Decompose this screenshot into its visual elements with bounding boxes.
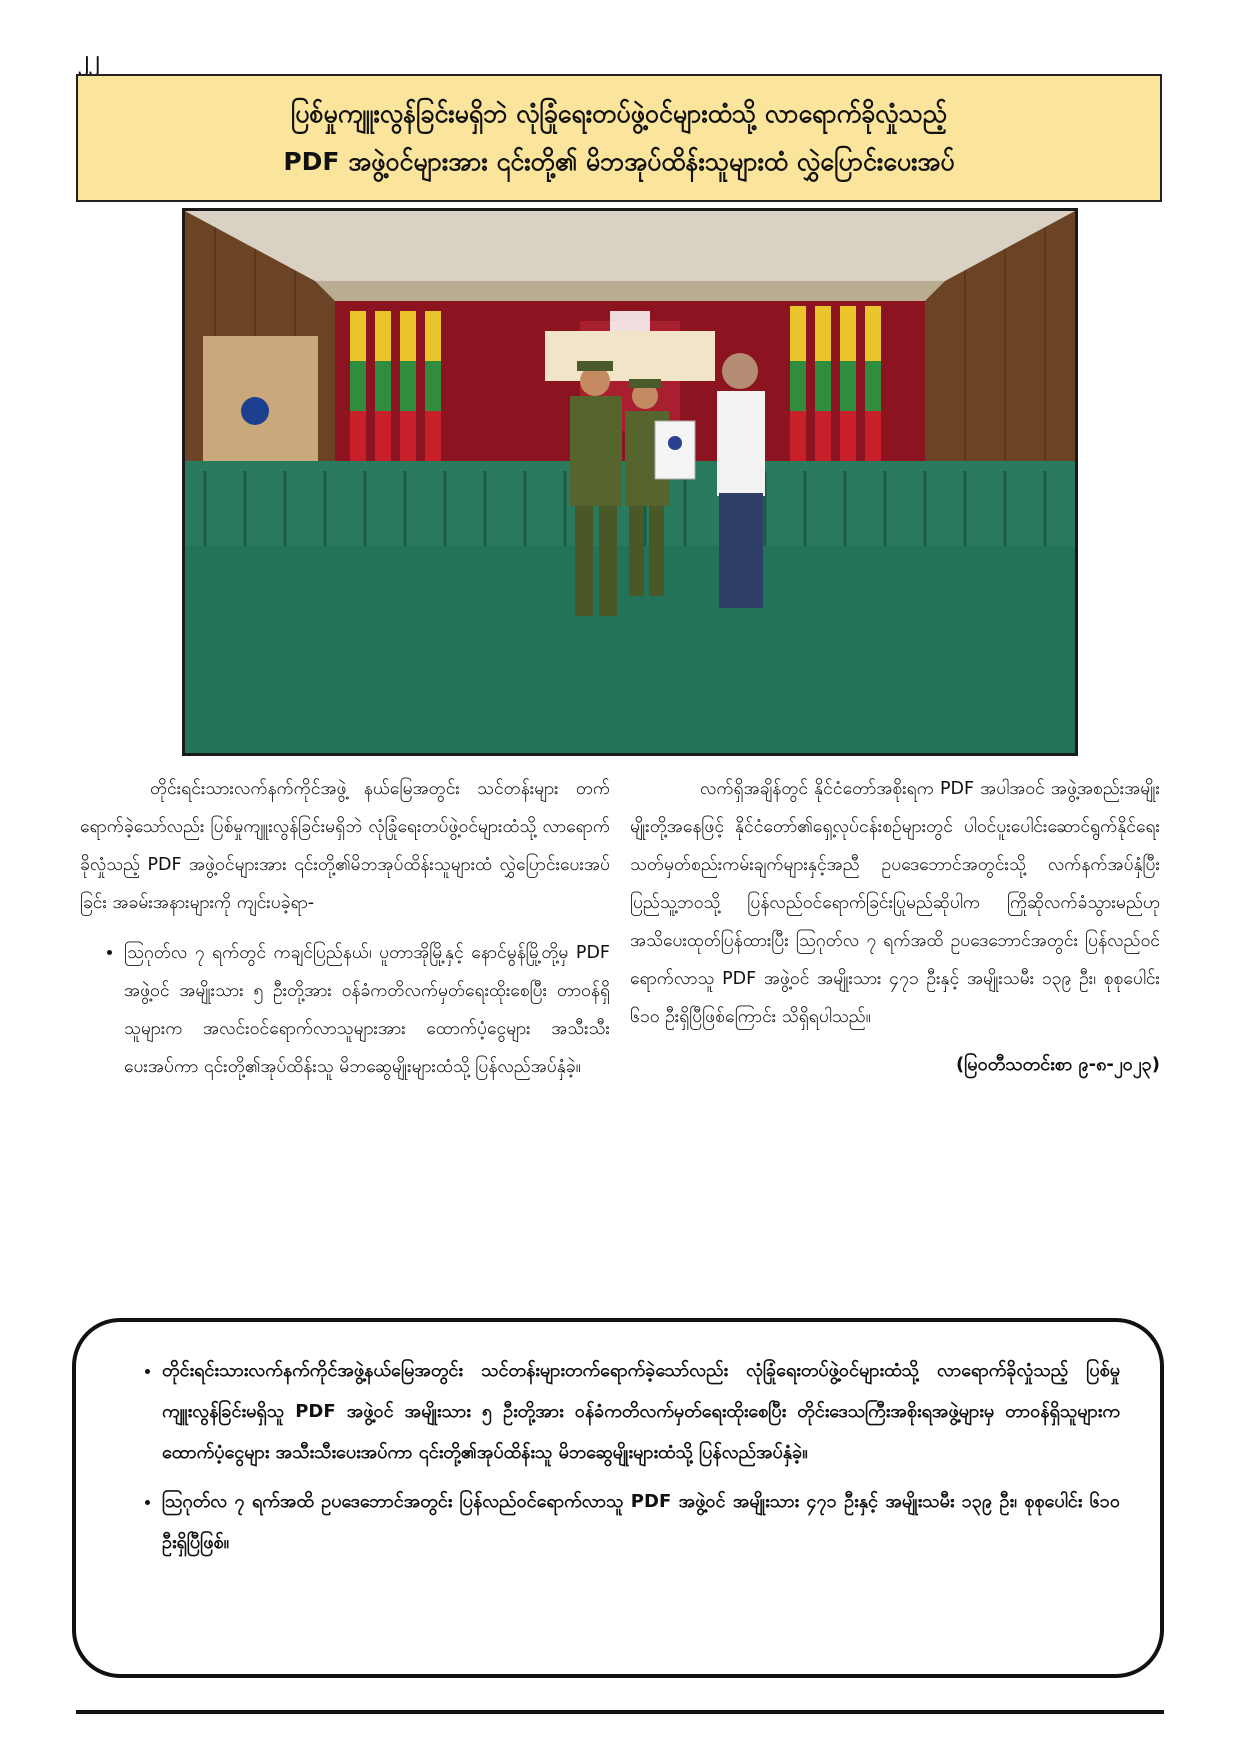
title-line-2: PDF အဖွဲ့ဝင်များအား ၎င်းတို့၏ မိဘအုပ်ထိန်းသူများထံ လွှဲပြောင်းပေးအပ် [283, 147, 955, 176]
article-source: (မြဝတီသတင်းစာ ၉-၈-၂၀၂၃) [956, 1054, 1160, 1075]
article-title-box [76, 74, 1162, 202]
civilian-figure [717, 353, 765, 608]
summary-box [72, 1318, 1164, 1678]
article-right-paragraph: လက်ရှိအချိန်တွင် နိုင်ငံတော်အစိုးရက PDF အပါအဝင် အဖွဲ့အစည်းအမျိုးမျိုးတို့အနေဖြင့် နိုင်ငံတော်၏ရှေ့လုပ်ငန်းစဉ်များတွင် ပါဝင်ပူးပေါင်းဆောင်ရွက်နိုင်ရေး သတ်မှတ်စည်းကမ်းချက်များနှင့်အညီ ဥပဒေဘောင်အတွင်းသို့ လက်နက်အပ်နှံပြီး ပြည်သူ့ဘဝသို့ ပြန်လည်ဝင်ရောက်ခြင်းပြုမည်ဆိုပါက ကြိုဆိုလက်ခံသွားမည်ဟု အသိပေးထုတ်ပြန်ထားပြီး ဩဂုတ်လ ၇ ရက်အထိ ဥပဒေဘောင်အတွင်း ပြန်လည်ဝင်ရောက်လာသူ PDF အဖွဲ့ဝင် အမျိုးသား ၄၇၁ ဦးနှင့် အမျိုးသမီး ၁၃၉ ဦး၊ စုစုပေါင်း ၆၁၀ ဦးရှိပြီဖြစ်ကြောင်း သိရှိရပါသည်။ [630, 779, 1160, 1027]
ceremony-photo-icon [185, 211, 1075, 753]
article-left-paragraph: တိုင်းရင်းသားလက်နက်ကိုင်အဖွဲ့ နယ်မြေအတွင်း သင်တန်းများ တက်ရောက်ခဲ့သော်လည်း ပြစ်မှုကျူးလွန်ခြင်းမရှိဘဲ လုံခြုံရေးတပ်ဖွဲ့ဝင်များထံသို့ လာရောက်ခိုလှုံသည့် PDF အဖွဲ့ဝင်များအား ၎င်းတို့၏မိဘအုပ်ထိန်းသူများထံ လွှဲပြောင်းပေးအပ်ခြင်း အခမ်းအနားများကို ကျင်းပခဲ့ရာ- [80, 779, 610, 913]
article-left-column [80, 770, 610, 1086]
bottom-divider [76, 1710, 1164, 1714]
summary-bullet-2: • ဩဂုတ်လ ၇ ရက်အထိ ဥပဒေဘောင်အတွင်း ပြန်လည်ဝင်ရောက်လာသူ PDF အဖွဲ့ဝင် အမျိုးသား ၄၇၁ ဦးနှင့် အမျိုးသမီး ၁၃၉ ဦး၊ စုစုပေါင်း ၆၁၀ ဦးရှိပြီဖြစ်။ [162, 1481, 1120, 1563]
page-number: ၂၂ [78, 47, 100, 72]
article-left-bullet: • ဩဂုတ်လ ၇ ရက်တွင် ကချင်ပြည်နယ်၊ ပူတာအိုမြို့နှင့် နောင်မွန်မြို့တို့မှ PDF အဖွဲ့ဝင် အမျိုးသား ၅ ဦးတို့အား ဝန်ခံကတိလက်မှတ်ရေးထိုးစေပြီး တာဝန်ရှိသူများက အလင်းဝင်ရောက်လာသူများအား ထောက်ပံ့ငွေများ အသီးသီးပေးအပ်ကာ ၎င်းတို့၏အုပ်ထိန်းသူ မိဘဆွေမျိုးများထံသို့ ပြန်လည်အပ်နှံခဲ့။ [124, 934, 610, 1086]
ceremony-photo [182, 208, 1078, 756]
summary-bullet-1: • တိုင်းရင်းသားလက်နက်ကိုင်အဖွဲ့နယ်မြေအတွင်း သင်တန်းများတက်ရောက်ခဲ့သော်လည်း လုံခြုံရေးတပ်ဖွဲ့ဝင်များထံသို့ လာရောက်ခိုလှုံသည့် ပြစ်မှုကျူးလွန်ခြင်းမရှိသူ PDF အဖွဲ့ဝင် အမျိုးသား ၅ ဦးတို့အား ဝန်ခံကတိလက်မှတ်ရေးထိုးစေပြီး တိုင်းဒေသကြီးအစိုးရအဖွဲ့များမှ တာဝန်ရှိသူများက ထောက်ပံ့ငွေများ အသီးသီးပေးအပ်ကာ ၎င်းတို့၏အုပ်ထိန်းသူ မိဘဆွေမျိုးများထံသို့ ပြန်လည်အပ်နှံခဲ့။ [162, 1350, 1120, 1473]
article-left-bullets [80, 934, 610, 1086]
summary-list [116, 1350, 1120, 1563]
article-right-column [630, 770, 1160, 1084]
title-line-1: ပြစ်မှုကျူးလွန်ခြင်းမရှိဘဲ လုံခြုံရေးတပ်ဖွဲ့ဝင်များထံသို့ လာရောက်ခိုလှုံသည့် [291, 99, 947, 128]
